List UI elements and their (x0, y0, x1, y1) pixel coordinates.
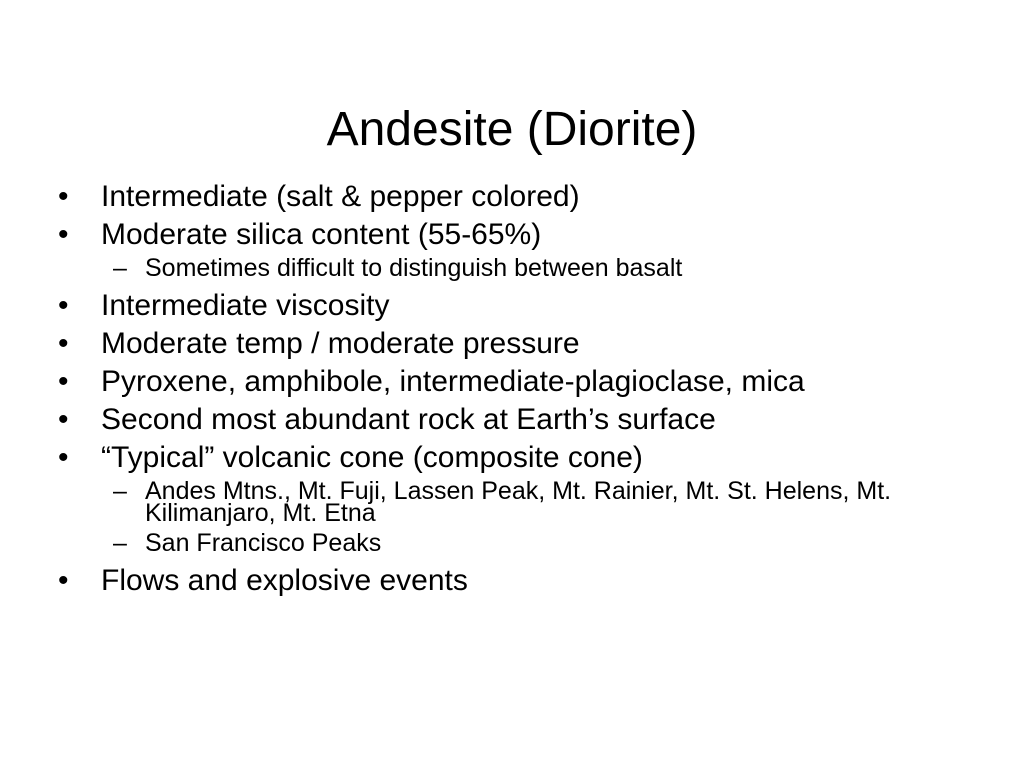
bullet-marker: • (58, 180, 69, 213)
bullet-text: “Typical” volcanic cone (composite cone) (101, 441, 643, 474)
bullet-item (58, 178, 988, 216)
dash-marker: – (113, 529, 127, 557)
bullet-list (58, 178, 988, 600)
slide-title: Andesite (Diorite) (326, 103, 698, 156)
bullet-text: Moderate silica content (55-65%) (101, 218, 542, 251)
bullet-item (58, 363, 988, 401)
bullet-item (58, 562, 988, 600)
bullet-marker: • (58, 564, 69, 597)
bullet-text: Second most abundant rock at Earth’s surface (101, 403, 716, 436)
sub-bullet-text: Andes Mtns., Mt. Fuji, Lassen Peak, Mt. Rainier, Mt. St. Helens, Mt. Kilimanjaro, Mt. Etna (145, 477, 892, 527)
dash-marker: – (113, 254, 127, 282)
dash-marker: – (113, 477, 127, 505)
bullet-marker: • (58, 365, 69, 398)
bullet-text: Moderate temp / moderate pressure (101, 327, 580, 360)
bullet-text: Intermediate viscosity (101, 289, 390, 322)
bullet-item (58, 439, 988, 477)
bullet-item (58, 401, 988, 439)
bullet-text: Intermediate (salt & pepper colored) (101, 180, 580, 213)
bullet-item (58, 216, 988, 254)
sub-bullet-text: San Francisco Peaks (145, 529, 382, 557)
bullet-marker: • (58, 441, 69, 474)
bullet-marker: • (58, 218, 69, 251)
bullet-item (58, 325, 988, 363)
bullet-marker: • (58, 327, 69, 360)
bullet-marker: • (58, 289, 69, 322)
bullet-text: Flows and explosive events (101, 564, 468, 597)
bullet-item (58, 287, 988, 325)
sub-bullet-item (58, 254, 988, 282)
bullet-marker: • (58, 403, 69, 436)
sub-bullet-text: Sometimes difficult to distinguish between basalt (145, 254, 683, 282)
sub-bullet-item (58, 529, 988, 557)
bullet-text: Pyroxene, amphibole, intermediate-plagioclase, mica (101, 365, 805, 398)
sub-bullet-item (58, 477, 988, 527)
